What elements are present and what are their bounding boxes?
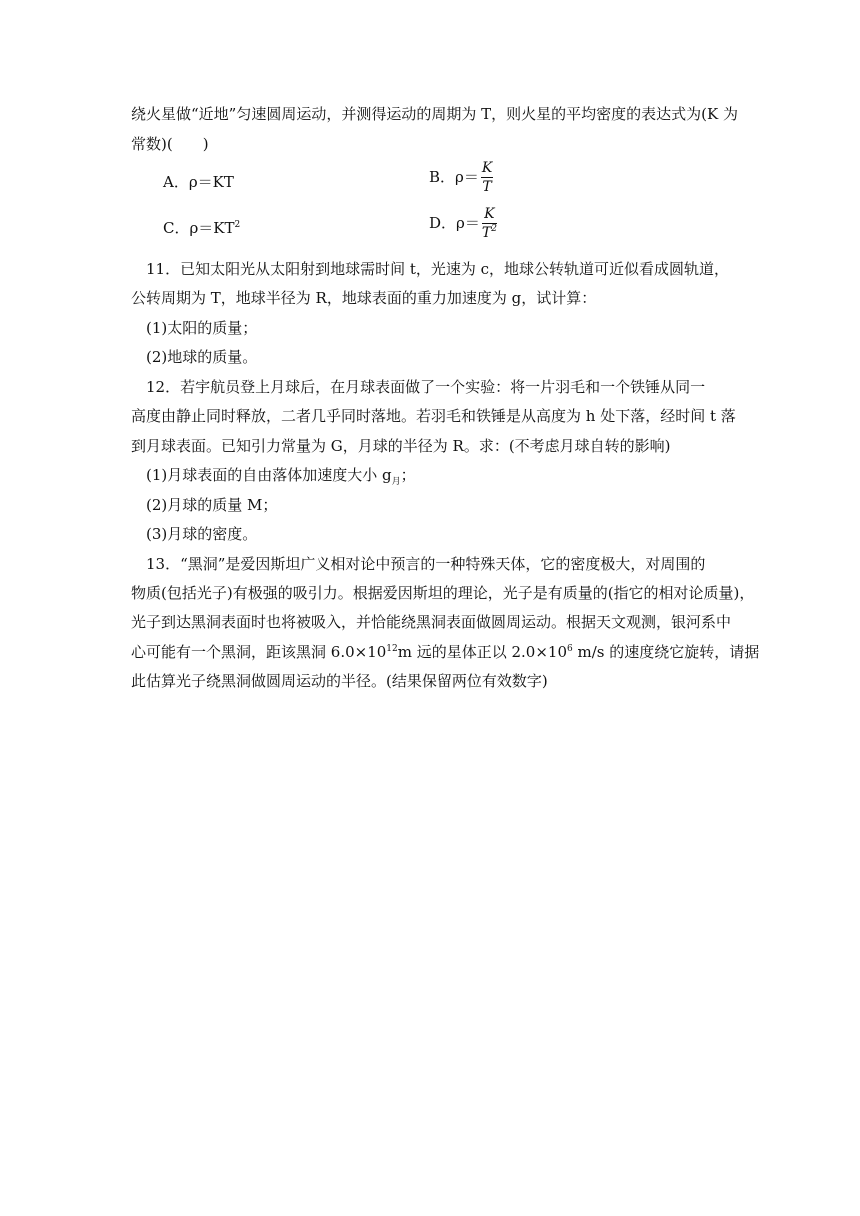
q12-sub-3: (3)月球的密度。 [146, 525, 258, 543]
q13-line-2: 物质(包括光子)有极强的吸引力。根据爱因斯坦的理论，光子是有质量的(指它的相对论质量)， [131, 584, 755, 602]
q13-line-1: 13．“黑洞”是爱因斯坦广义相对论中预言的一种特殊天体，它的密度极大，对周围的 [146, 555, 706, 573]
q10-option-b [429, 160, 493, 196]
q12-sub-1 [146, 464, 416, 486]
q10-option-b-fraction [481, 160, 493, 196]
q13-line-4-exponent-1: 12 [386, 644, 398, 654]
q13-line-5: 此估算光子绕黑洞做圆周运动的半径。(结果保留两位有效数字) [131, 672, 548, 690]
q10-option-d-numerator: K [482, 206, 497, 224]
q13-line-3: 光子到达黑洞表面时也将被吸入，并恰能绕黑洞表面做圆周运动。根据天文观测，银河系中 [131, 613, 732, 631]
q10-option-d-den-base: T [481, 225, 492, 241]
q12-sub-1-subscript: 月 [391, 477, 401, 487]
q12-line-3: 到月球表面。已知引力常量为 G，月球的半径为 R。求：(不考虑月球自转的影响) [131, 437, 671, 455]
q13-line-4-part-b: m 远的星体正以 2.0×10 [397, 643, 568, 661]
q10-option-b-prefix: B．ρ＝ [429, 168, 479, 186]
q12-sub-2: (2)月球的质量 M； [146, 496, 278, 514]
q10-option-d-den-exponent: 2 [491, 224, 497, 234]
q12-line-2: 高度由静止同时释放，二者几乎同时落地。若羽毛和铁锤是从高度为 h 处下落，经时间 t 落 [131, 407, 736, 425]
q11-sub-2: (2)地球的质量。 [146, 348, 258, 366]
q10-option-d-fraction [482, 206, 497, 242]
q10-option-d-denominator [482, 224, 497, 242]
q13-line-4-part-c: m/s 的速度绕它旋转，请据 [572, 643, 760, 661]
q10-option-c-exponent: 2 [234, 220, 241, 230]
q10-option-c [163, 217, 240, 239]
q13-line-4-exponent-2: 6 [567, 644, 573, 654]
q12-sub-1-end: ； [400, 466, 416, 484]
q10-line-1: 绕火星做“近地”匀速圆周运动，并测得运动的周期为 T，则火星的平均密度的表达式为(K 为 [131, 105, 738, 123]
q10-option-b-denominator: T [482, 179, 492, 195]
q11-line-2: 公转周期为 T，地球半径为 R，地球表面的重力加速度为 g，试计算： [131, 289, 597, 307]
q11-line-1: 11．已知太阳光从太阳射到地球需时间 t，光速为 c，地球公转轨道可近似看成圆轨道， [146, 260, 730, 278]
q12-sub-1-text: (1)月球表面的自由落体加速度大小 g [146, 466, 392, 484]
q13-line-4 [131, 641, 759, 663]
q10-option-d [429, 206, 497, 242]
q10-option-d-prefix: D．ρ＝ [429, 214, 480, 232]
q12-line-1: 12．若宇航员登上月球后，在月球表面做了一个实验：将一片羽毛和一个铁锤从同一 [146, 378, 706, 396]
q10-option-b-numerator: K [481, 160, 493, 176]
q13-line-4-part-a: 心可能有一个黑洞，距该黑洞 6.0×10 [131, 643, 387, 661]
q10-line-2: 常数)( ) [131, 135, 209, 153]
q10-option-a: A．ρ＝KT [163, 173, 234, 191]
q10-option-c-text: C．ρ＝KT [163, 219, 235, 237]
q11-sub-1: (1)太阳的质量； [146, 319, 258, 337]
